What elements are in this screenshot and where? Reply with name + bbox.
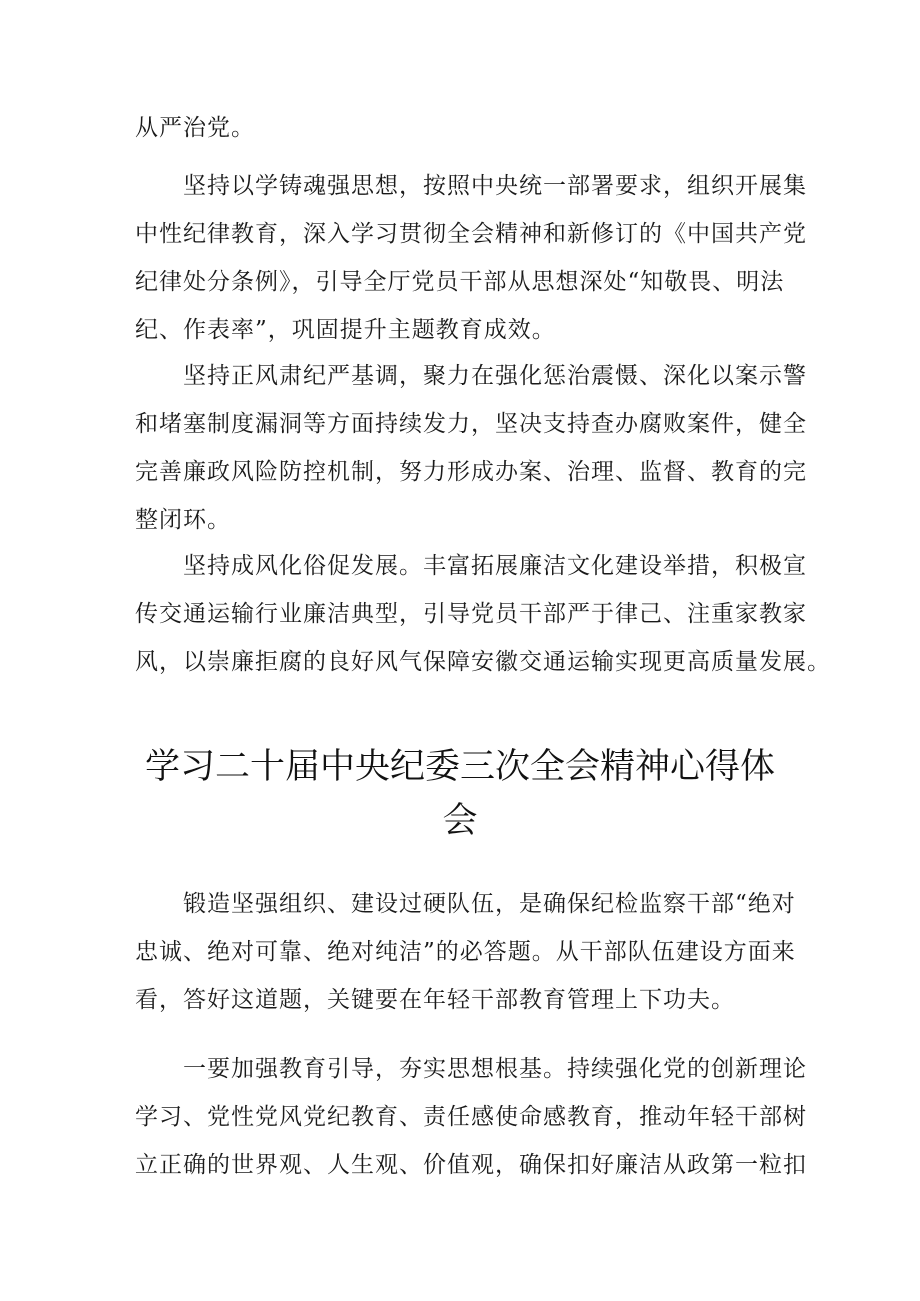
text-line: 忠诚、绝对可靠、绝对纯洁”的必答题。从干部队伍建设方面来 [135,939,796,965]
text-line: 坚持成风化俗促发展。丰富拓展廉洁文化建设举措，积极宣 [183,553,807,579]
text-line: 中性纪律教育，深入学习贯彻全会精神和新修订的《中国共产党 [135,221,807,247]
paragraph-study-discipline [135,162,807,354]
text-line: 坚持以学铸魂强思想，按照中央统一部署要求，组织开展集 [183,173,807,199]
continued-paragraph [135,104,795,152]
text-line: 一要加强教育引导，夯实思想根基。持续强化党的创新理论 [183,1056,807,1082]
text-line: 锻造坚强组织、建设过硬队伍，是确保纪检监察干部“绝对 [183,891,796,917]
text-line: 和堵塞制度漏洞等方面持续发力，坚决支持查办腐败案件，健全 [135,411,807,437]
title-line: 会 [442,801,478,841]
text-line: 立正确的世界观、人生观、价值观，确保扣好廉洁从政第一粒扣 [135,1152,807,1178]
text-line: 完善廉政风险防控机制，努力形成办案、治理、监督、教育的完 [135,459,807,485]
text-line: 学习、党性党风党纪教育、责任感使命感教育，推动年轻干部树 [135,1104,807,1130]
text-line: 整闭环。 [135,507,231,533]
text-line: 坚持正风肃纪严基调，聚力在强化惩治震慑、深化以案示警 [183,363,807,389]
paragraph-education-guidance [135,1045,807,1189]
paragraph-team-building [135,880,795,1024]
text-line: 看，答好这道题，关键要在年轻干部教育管理上下功夫。 [135,987,735,1013]
text-line: 纪、作表率”，巩固提升主题教育成效。 [135,317,556,343]
text-line: 传交通运输行业廉洁典型，引导党员干部严于律己、注重家教家 [135,601,807,627]
text-line: 从严治党。 [135,115,255,141]
paragraph-clean-culture [135,542,831,686]
paragraph-anti-corruption [135,352,807,544]
title-line: 学习二十届中央纪委三次全会精神心得体 [144,747,775,787]
section-title [100,740,820,848]
text-line: 纪律处分条例》，引导全厅党员干部从思想深处“知敬畏、明法 [135,269,785,295]
text-line: 风，以崇廉拒腐的良好风气保障安徽交通运输实现更高质量发展。 [135,649,831,675]
